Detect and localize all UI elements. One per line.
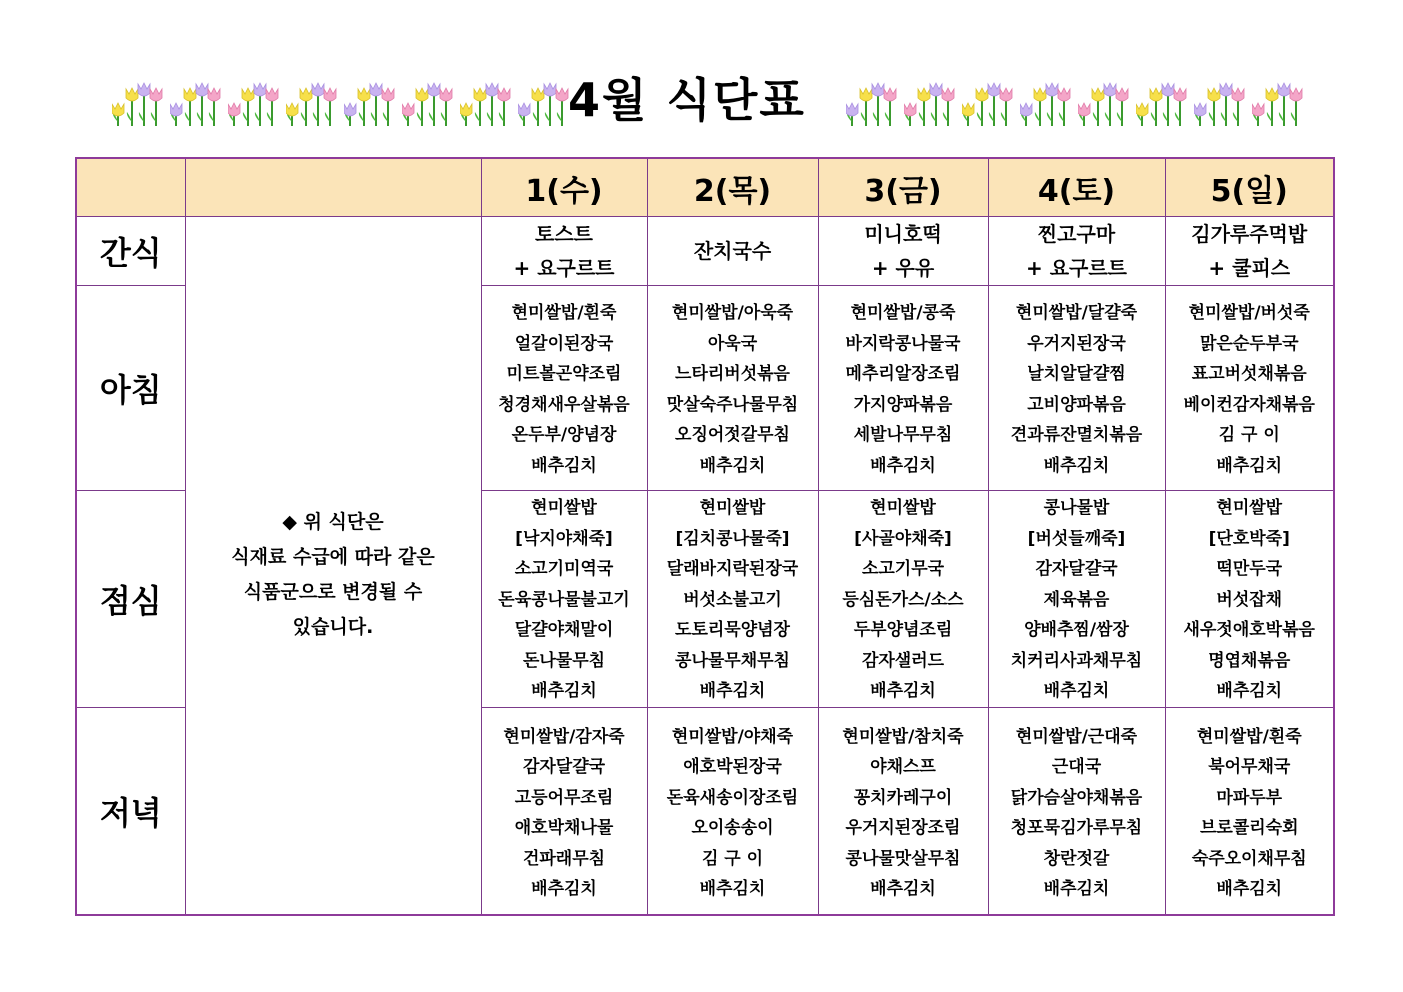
header-corner — [76, 158, 185, 217]
day-header: 3(금) — [818, 158, 988, 217]
menu-item: 야채스프 — [870, 757, 936, 777]
day-header: 5(일) — [1165, 158, 1334, 217]
tulip-icon — [1136, 78, 1194, 128]
menu-item: [낙지야채죽] — [515, 528, 613, 549]
menu-item: 현미쌀밥/버섯죽 — [1188, 303, 1310, 323]
menu-item: 현미쌀밥/흰죽 — [511, 303, 617, 323]
menu-item: 창란젓갈 — [1043, 848, 1110, 869]
dinner-cell — [481, 707, 647, 915]
menu-item: + 쿨피스 — [1208, 256, 1291, 280]
menu-item: 잔치국수 — [693, 239, 772, 263]
menu-item: 달래바지락된장국 — [666, 559, 799, 579]
tulip-icon — [460, 78, 518, 128]
tulip-icon — [1078, 78, 1136, 128]
menu-item: 배추김치 — [870, 455, 936, 476]
menu-item: 맑은순두부국 — [1199, 333, 1299, 354]
dinner-cell — [988, 707, 1165, 915]
menu-item: 현미쌀밥/근대죽 — [1015, 726, 1138, 747]
header-notice-col — [185, 158, 481, 217]
menu-item: 배추김치 — [1043, 879, 1110, 899]
lunch-cell — [481, 491, 647, 708]
menu-item: 가지양파볶음 — [853, 394, 953, 415]
menu-item: 돈육새송이장조림 — [666, 787, 799, 808]
menu-item: 애호박된장국 — [683, 757, 782, 777]
menu-item: 감자달걀국 — [1035, 559, 1118, 579]
menu-item: 찐고구마 — [1037, 222, 1116, 246]
day-header: 2(목) — [647, 158, 818, 217]
menu-item: 김가루주먹밥 — [1191, 222, 1308, 246]
meal-label-snack: 간식 — [76, 217, 185, 286]
breakfast-cell — [481, 286, 647, 491]
menu-item: 새우젓애호박볶음 — [1183, 620, 1315, 640]
menu-item: 배추김치 — [1216, 879, 1283, 899]
tulip-icon — [170, 78, 228, 128]
menu-item: 견과류잔멸치볶음 — [1010, 425, 1143, 445]
menu-item: [김치콩나물죽] — [675, 528, 790, 549]
dinner-cell — [1165, 707, 1334, 915]
menu-item: 건파래무침 — [522, 848, 606, 869]
menu-item: 애호박채나물 — [514, 818, 614, 838]
menu-item: 배추김치 — [1043, 681, 1110, 701]
menu-item: 아욱국 — [707, 333, 758, 354]
tulip-icon — [846, 78, 904, 128]
snack-cell — [647, 217, 818, 286]
menu-item: 배추김치 — [531, 681, 597, 701]
breakfast-cell — [818, 286, 988, 491]
snack-row — [76, 217, 1334, 286]
tulip-icon — [1194, 78, 1252, 128]
menu-item: 소고기무국 — [861, 559, 945, 579]
meal-label-dinner: 저녁 — [76, 707, 185, 915]
meal-label-breakfast: 아침 — [76, 286, 185, 491]
menu-item: 달걀야채말이 — [514, 620, 614, 640]
menu-item: [사골야채죽] — [854, 528, 952, 549]
menu-item: 맛살숙주나물무침 — [666, 394, 799, 415]
menu-item: 배추김치 — [699, 879, 766, 899]
tulip-icon — [1194, 78, 1252, 128]
page-title: 4월 식단표 — [568, 73, 806, 127]
menu-item: 콩나물무채무침 — [675, 650, 790, 671]
menu-item: 얼갈이된장국 — [514, 333, 614, 354]
menu-item: 바지락콩나물국 — [845, 333, 961, 354]
tulip-icon — [904, 78, 962, 128]
menu-item: 도토리묵양념장 — [675, 620, 790, 640]
menu-table — [75, 157, 1335, 916]
menu-item: 마파두부 — [1216, 787, 1283, 808]
menu-item: 현미쌀밥 — [870, 498, 936, 518]
menu-item: 김 구 이 — [1218, 425, 1280, 445]
snack-cell — [481, 217, 647, 286]
tulip-icon — [286, 78, 344, 128]
menu-item: 북어무채국 — [1208, 757, 1291, 777]
lunch-cell — [818, 491, 988, 708]
tulip-icon — [460, 78, 518, 128]
dinner-cell — [647, 707, 818, 915]
tulip-icon — [112, 78, 170, 128]
menu-item: 우거지된장국 — [1027, 333, 1126, 354]
notice-line: 있습니다. — [292, 615, 374, 638]
menu-item: 배추김치 — [531, 879, 597, 899]
meal-label-lunch: 점심 — [76, 491, 185, 708]
notice-line: ◆ 위 식단은 — [282, 510, 384, 533]
menu-item: 떡만두국 — [1216, 559, 1283, 579]
menu-item: + 요구르트 — [513, 256, 615, 280]
menu-item: 날치알달걀찜 — [1027, 364, 1126, 384]
menu-item: 미트볼곤약조림 — [506, 364, 622, 384]
menu-item: 오이송송이 — [691, 818, 774, 838]
tulip-icon — [344, 78, 402, 128]
menu-item: 현미쌀밥/감자죽 — [503, 726, 625, 747]
menu-item: 버섯잡채 — [1216, 589, 1283, 610]
tulip-icon — [344, 78, 402, 128]
dinner-cell — [818, 707, 988, 915]
menu-item: 양배추찜/쌈장 — [1024, 620, 1129, 640]
menu-item: 돈육콩나물불고기 — [498, 589, 630, 610]
tulip-icon — [1252, 78, 1310, 128]
tulip-icon — [112, 78, 170, 128]
tulip-icon — [1020, 78, 1078, 128]
tulip-icon — [402, 78, 460, 128]
menu-item: 배추김치 — [1216, 681, 1283, 701]
menu-item: 브로콜리숙회 — [1199, 818, 1299, 838]
tulip-icon — [228, 78, 286, 128]
tulip-icon — [1020, 78, 1078, 128]
notice-line: 식품군으로 변경될 수 — [243, 580, 423, 603]
notice-cell — [185, 217, 481, 916]
menu-item: 닭가슴살야채볶음 — [1010, 787, 1143, 808]
menu-item: 느타리버섯볶음 — [675, 364, 790, 384]
menu-item: 배추김치 — [531, 455, 597, 476]
breakfast-cell — [1165, 286, 1334, 491]
menu-item: 콩나물밥 — [1043, 498, 1110, 518]
tulip-icon — [228, 78, 286, 128]
menu-item: 청경채새우살볶음 — [498, 394, 630, 415]
menu-item: 토스트 — [535, 222, 593, 246]
tulip-icon — [402, 78, 460, 128]
menu-item: 현미쌀밥/야채죽 — [671, 726, 794, 747]
tulip-icon — [170, 78, 228, 128]
menu-item: 소고기미역국 — [514, 559, 614, 579]
tulip-icon — [904, 78, 962, 128]
menu-item: 배추김치 — [870, 879, 936, 899]
menu-item: 현미쌀밥 — [699, 498, 766, 518]
tulip-icon — [286, 78, 344, 128]
menu-item: 배추김치 — [1043, 455, 1110, 476]
menu-item: 배추김치 — [1216, 455, 1283, 476]
menu-item: + 우유 — [871, 256, 935, 280]
menu-item: 현미쌀밥/달걀죽 — [1015, 303, 1138, 323]
menu-item: 표고버섯채볶음 — [1191, 364, 1307, 384]
menu-item: 콩나물맛살무침 — [845, 848, 961, 869]
tulip-icon — [1252, 78, 1310, 128]
menu-item: [버섯들깨죽] — [1027, 528, 1126, 549]
notice-line: 식재료 수급에 따라 같은 — [231, 545, 435, 568]
menu-item: 베이컨감자채볶음 — [1183, 394, 1315, 415]
snack-cell — [818, 217, 988, 286]
menu-item: 현미쌀밥/콩죽 — [850, 303, 956, 323]
tulip-icon — [1078, 78, 1136, 128]
menu-item: 현미쌀밥 — [531, 498, 597, 518]
menu-item: 김 구 이 — [701, 848, 764, 869]
menu-item: 등심돈가스/소스 — [842, 589, 964, 610]
menu-item: 명엽채볶음 — [1208, 650, 1291, 671]
menu-item: 숙주오이채무침 — [1191, 848, 1307, 869]
menu-item: 제육볶음 — [1043, 589, 1110, 610]
menu-item: 버섯소불고기 — [683, 589, 782, 610]
menu-item: 배추김치 — [699, 681, 766, 701]
breakfast-cell — [647, 286, 818, 491]
menu-item: 고등어무조림 — [514, 787, 614, 808]
tulip-icon — [962, 78, 1020, 128]
menu-item: 꽁치카레구이 — [853, 787, 953, 808]
tulip-icon — [962, 78, 1020, 128]
title-row — [0, 68, 1403, 138]
menu-item: 고비양파볶음 — [1027, 394, 1126, 415]
menu-item: 현미쌀밥/참치죽 — [842, 726, 964, 747]
menu-item: 치커리사과채무침 — [1010, 650, 1143, 671]
menu-item: 온두부/양념장 — [511, 425, 617, 445]
menu-item: 세발나무무침 — [853, 425, 953, 445]
menu-item: 감자샐러드 — [861, 650, 945, 671]
breakfast-cell — [988, 286, 1165, 491]
tulip-icon — [846, 78, 904, 128]
menu-item: 현미쌀밥 — [1216, 498, 1283, 518]
menu-item: 우거지된장조림 — [845, 818, 961, 838]
menu-item: 미니호떡 — [864, 222, 942, 246]
lunch-cell — [1165, 491, 1334, 708]
menu-item: 오징어젓갈무침 — [675, 425, 790, 445]
menu-item: 메추리알장조림 — [845, 364, 961, 384]
lunch-cell — [988, 491, 1165, 708]
menu-item: 돈나물무침 — [522, 650, 606, 671]
tulip-border-left — [112, 78, 576, 128]
menu-item: [단호박죽] — [1208, 528, 1290, 549]
menu-item: 현미쌀밥/아욱죽 — [671, 303, 794, 323]
menu-item: 두부양념조림 — [853, 620, 953, 640]
tulip-icon — [1136, 78, 1194, 128]
tulip-border-right — [846, 78, 1310, 128]
menu-item: 감자달걀국 — [522, 757, 606, 777]
day-header: 4(토) — [988, 158, 1165, 217]
snack-cell — [1165, 217, 1334, 286]
menu-item: 청포묵김가루무침 — [1010, 818, 1143, 838]
menu-item: 배추김치 — [699, 455, 766, 476]
lunch-cell — [647, 491, 818, 708]
menu-item: 배추김치 — [870, 681, 936, 701]
menu-item: 근대국 — [1051, 757, 1102, 777]
day-header: 1(수) — [481, 158, 647, 217]
menu-item: 현미쌀밥/흰죽 — [1196, 726, 1302, 747]
header-row — [76, 158, 1334, 217]
menu-item: + 요구르트 — [1025, 256, 1127, 280]
snack-cell — [988, 217, 1165, 286]
